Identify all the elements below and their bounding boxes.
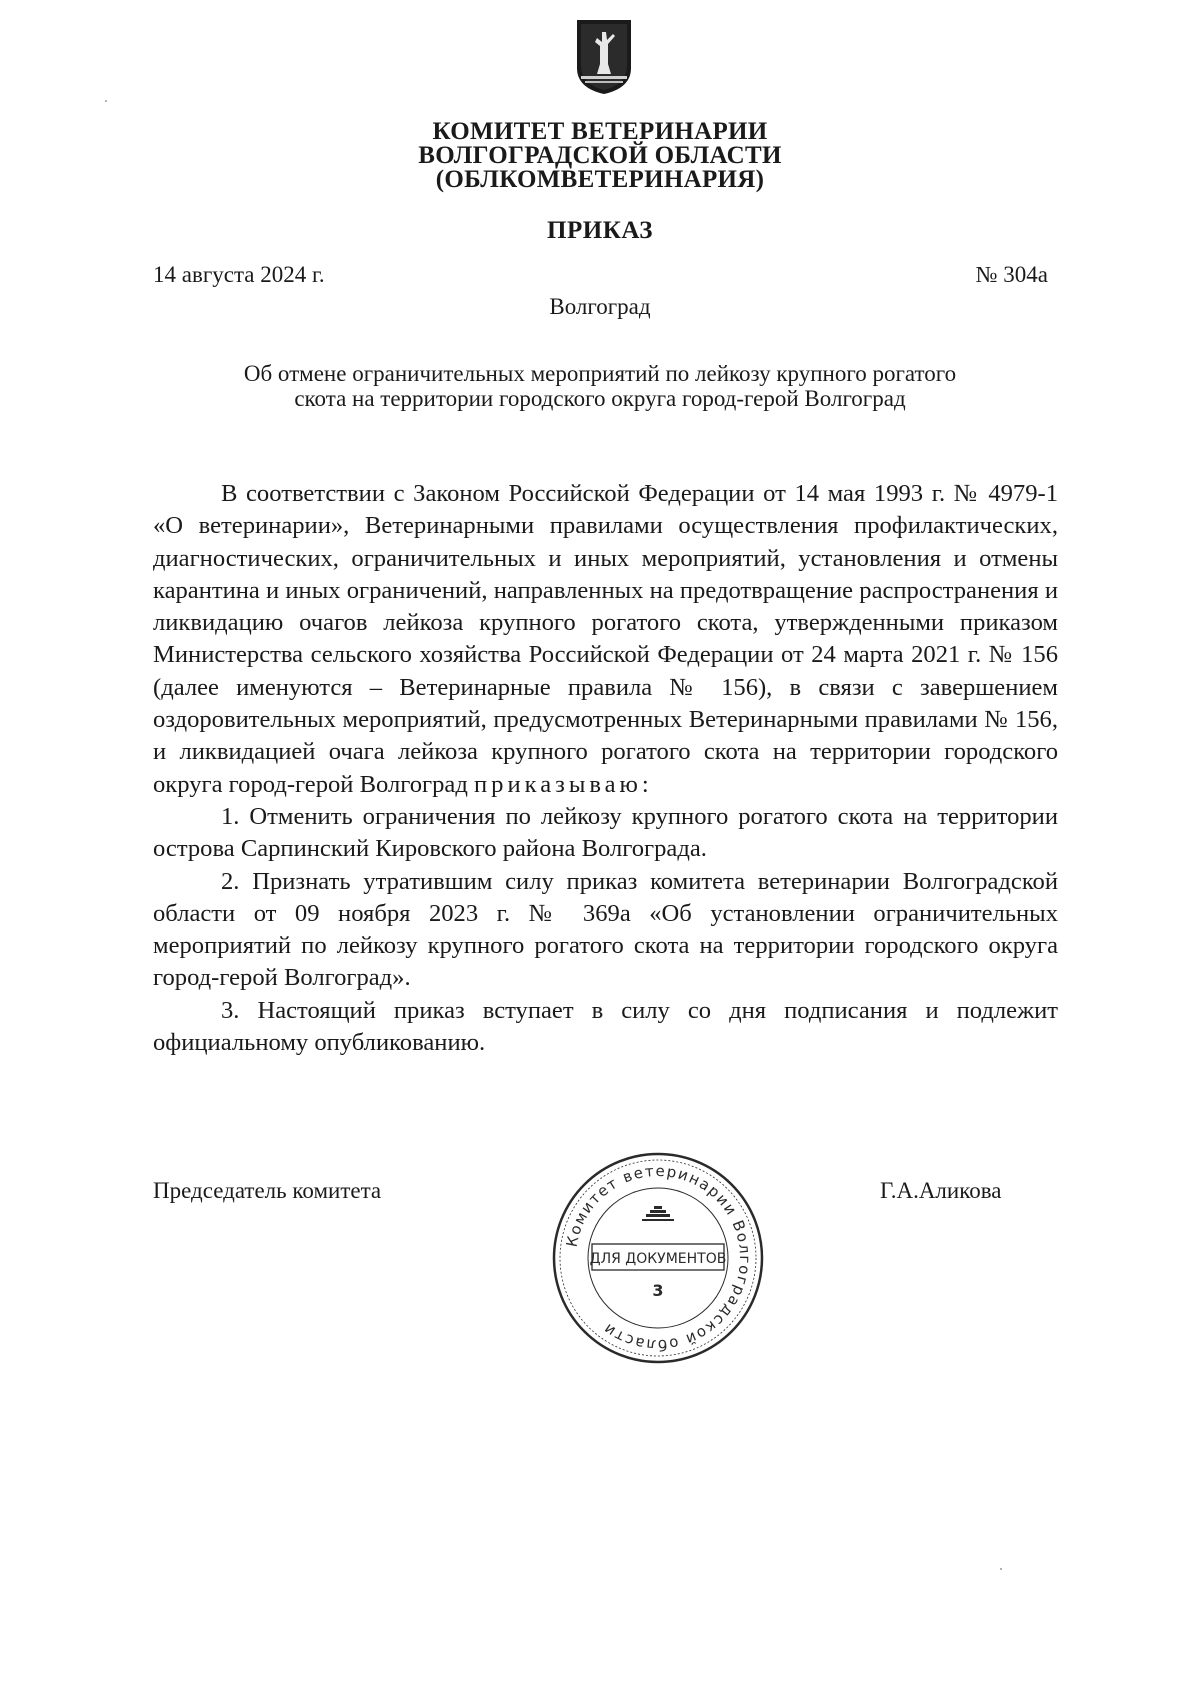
seal-eagle-icon	[642, 1206, 674, 1221]
scan-speck	[105, 100, 107, 102]
document-type-title: ПРИКАЗ	[547, 217, 653, 244]
org-name-line-1: КОМИТЕТ ВЕТЕРИНАРИИ	[432, 118, 768, 145]
signer-title: Председатель комитета	[153, 1178, 382, 1203]
order-item-2: 2. Признать утратившим силу приказ комитета ветеринарии Волгоградской области от 09 ноября 2023 г. № 369а «Об установлении ограничительных мероприятий по лейкозу крупного рогатого скота на территории городского округа город-герой Волгоград».	[153, 867, 1058, 992]
org-name-line-2: ВОЛГОГРАДСКОЙ ОБЛАСТИ	[418, 142, 782, 169]
seal-center-text: ДЛЯ ДОКУМЕНТОВ	[589, 1251, 727, 1267]
order-item-3: 3. Настоящий приказ вступает в силу со дня подписания и подлежит официальному опубликованию.	[153, 996, 1058, 1057]
document-city: Волгоград	[549, 294, 651, 319]
document-body	[153, 478, 1058, 1059]
org-name-line-3: (ОБЛКОМВЕТЕРИНАРИЯ)	[435, 166, 765, 193]
document-date: 14 августа 2024 г.	[153, 262, 325, 287]
seal-number: 3	[652, 1281, 664, 1300]
document-number: № 304а	[975, 262, 1048, 287]
preamble-paragraph	[153, 478, 1058, 801]
preamble-text: В соответствии с Законом Российской Федерации от 14 мая 1993 г. № 4979-1 «О ветеринарии», Ветеринарными правилами осуществления профилактических, диагностических, ограничительных и иных мероприятий, установления и отмены карантина и иных ограничений, направленных на предотвращение распространения и ликвидацию очагов лейкоза крупного рогатого скота, утвержденными приказом Министерства сельского хозяйства Российской Федерации от 24 марта 2021 г. № 156 (далее именуются – Ветеринарные правила № 156), в связи с завершением оздоровительных мероприятий, предусмотренных Ветеринарными правилами № 156, и ликвидацией очага лейкоза крупного рогатого скота на территории городского округа город-герой Волгоград	[153, 480, 1058, 798]
order-item-1: 1. Отменить ограничения по лейкозу крупного рогатого скота на территории острова Сарпинский Кировского района Волгограда.	[153, 802, 1058, 863]
coat-of-arms-emblem	[571, 18, 637, 96]
document-header	[0, 120, 1200, 245]
subject-line-1: Об отмене ограничительных мероприятий по лейкозу крупного рогатого	[243, 361, 957, 386]
signer-name: Г.А.Аликова	[880, 1178, 1002, 1203]
seal-ring-text: Комитет ветеринарии Волгоградской области	[562, 1161, 755, 1355]
document-subject	[170, 361, 1030, 411]
official-seal-stamp	[548, 1148, 768, 1368]
subject-line-2: скота на территории городского округа город-герой Волгоград	[294, 386, 906, 411]
scan-speck	[1000, 1568, 1002, 1570]
order-word: приказываю:	[474, 770, 653, 798]
